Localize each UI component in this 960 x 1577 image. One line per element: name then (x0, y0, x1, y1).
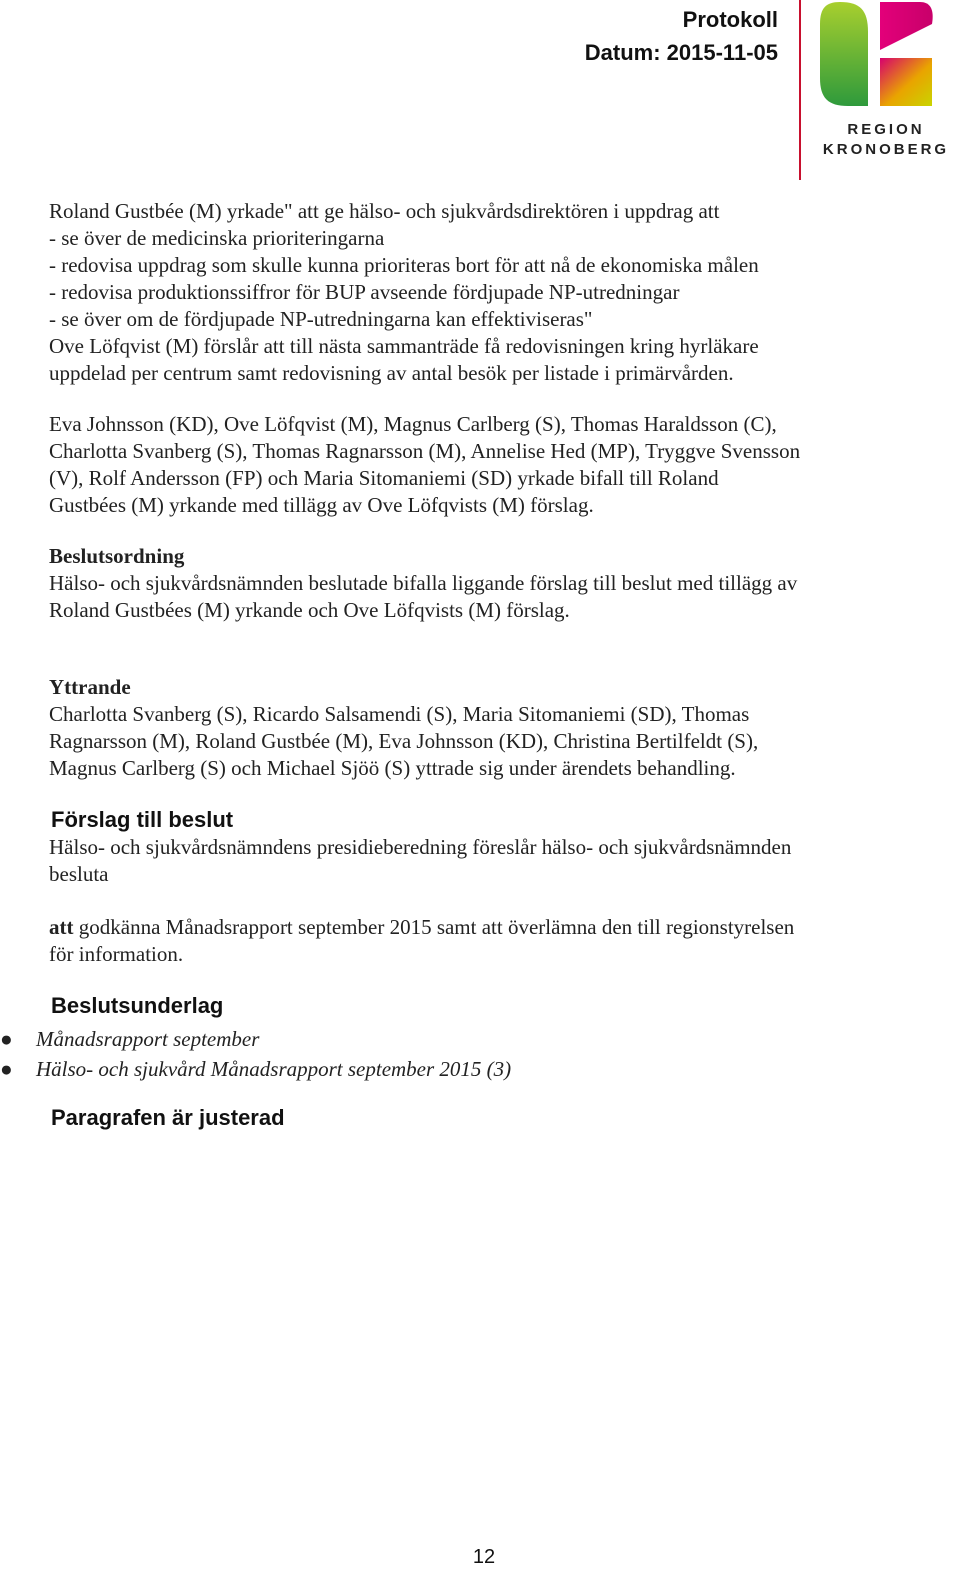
text-line: uppdelad per centrum samt redovisning av antal besök per listade i primärvården. (49, 361, 734, 385)
document-header (585, 4, 778, 70)
header-divider (799, 0, 801, 180)
att-text: godkänna Månadsrapport september 2015 samt att överlämna den till regionstyrelsen (73, 915, 795, 939)
yttrande-heading: Yttrande (49, 675, 131, 699)
text-line: besluta (49, 862, 109, 886)
text-line: - redovisa produktionssiffror för BUP avseende fördjupade NP-utredningar (49, 280, 680, 304)
justerad-heading: Paragrafen är justerad (51, 1105, 285, 1130)
document-date: Datum: 2015-11-05 (584, 40, 778, 65)
paragraph-bifall (49, 411, 879, 519)
forslag-heading: Förslag till beslut (51, 807, 234, 832)
text-line: - redovisa uppdrag som skulle kunna prioriteras bort för att nå de ekonomiska målen (49, 253, 759, 277)
section-beslutsunderlag (0, 992, 879, 1084)
logo-line-region: REGION (847, 121, 925, 138)
text-line: Hälso- och sjukvårdsnämnden beslutade bifalla liggande förslag till beslut med tillägg av (49, 571, 798, 595)
text-line: (V), Rolf Andersson (FP) och Maria Sitomaniemi (SD) yrkade bifall till Roland (49, 466, 719, 490)
page-number: 12 (472, 1546, 496, 1568)
beslutsordning-heading: Beslutsordning (49, 544, 185, 568)
text-line: - se över de medicinska prioriteringarna (49, 226, 385, 250)
text-line: för information. (49, 942, 184, 966)
paragraph-yrkande (49, 198, 879, 387)
list-item (0, 1054, 879, 1084)
text-line: Hälso- och sjukvårdsnämndens presidieberedning föreslår hälso- och sjukvårdsnämnden (49, 835, 792, 859)
text-line: Ove Löfqvist (M) förslår att till nästa sammanträde få redovisningen kring hyrläkare (49, 334, 759, 358)
text-line: Magnus Carlberg (S) och Michael Sjöö (S) yttrade sig under ärendets behandling. (49, 756, 736, 780)
text-line: Ragnarsson (M), Roland Gustbée (M), Eva Johnsson (KD), Christina Bertilfeldt (S), (49, 729, 759, 753)
bullet-icon: ● (0, 1057, 13, 1081)
section-beslutsordning (49, 543, 879, 624)
beslutsunderlag-heading: Beslutsunderlag (51, 993, 224, 1018)
text-line: - se över om de fördjupade NP-utredningarna kan effektiviseras" (49, 307, 593, 331)
section-forslag (49, 806, 879, 968)
text-line: Gustbées (M) yrkande med tillägg av Ove Löfqvists (M) förslag. (49, 493, 594, 517)
text-line: Roland Gustbée (M) yrkade" att ge hälso- och sjukvårdsdirektören i uppdrag att (49, 199, 720, 223)
bullet-icon: ● (0, 1027, 13, 1051)
text-line: Eva Johnsson (KD), Ove Löfqvist (M), Magnus Carlberg (S), Thomas Haraldsson (C), (49, 412, 777, 436)
text-line: Charlotta Svanberg (S), Ricardo Salsamendi (S), Maria Sitomaniemi (SD), Thomas (49, 702, 750, 726)
document-body (0, 198, 879, 1132)
logo-wordmark (812, 120, 960, 160)
underlag-item: Månadsrapport september (36, 1027, 260, 1051)
att-line (49, 914, 879, 941)
att-word: att (49, 915, 74, 939)
underlag-list (0, 1024, 879, 1084)
section-yttrande (49, 674, 879, 782)
text-line: Charlotta Svanberg (S), Thomas Ragnarsson (M), Annelise Hed (MP), Tryggve Svensson (49, 439, 801, 463)
underlag-item: Hälso- och sjukvård Månadsrapport september 2015 (3) (36, 1057, 512, 1081)
text-line: Roland Gustbées (M) yrkande och Ove Löfqvists (M) förslag. (49, 598, 570, 622)
logo-line-kronoberg: KRONOBERG (822, 141, 950, 158)
document-type: Protokoll (682, 7, 778, 32)
list-item (0, 1024, 879, 1054)
